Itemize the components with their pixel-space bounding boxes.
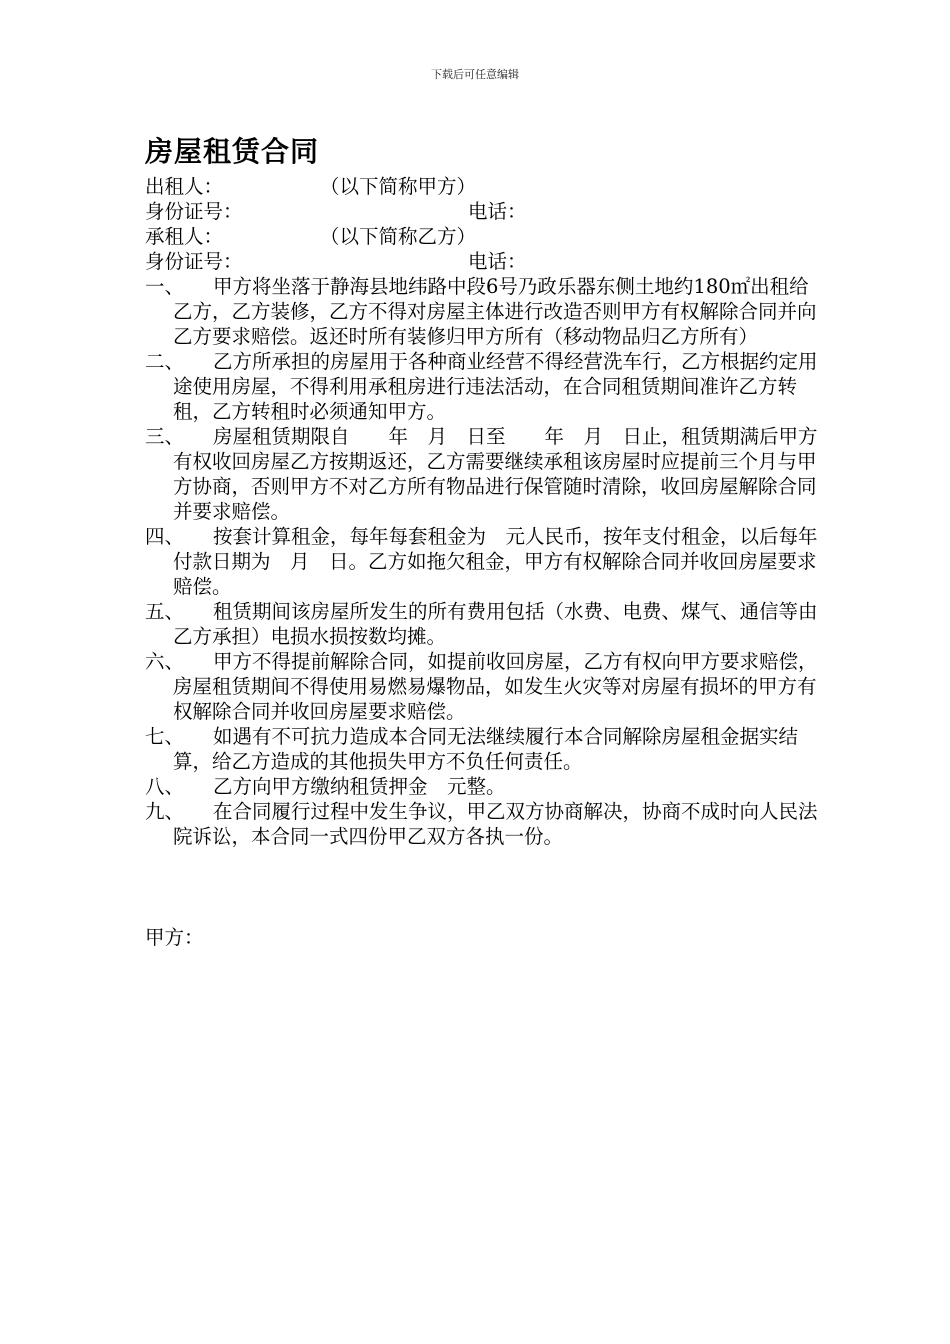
- lessor-alias: （以下简称甲方）: [320, 175, 477, 198]
- clauses-list: [145, 274, 825, 849]
- clause-number: 三、: [145, 425, 185, 448]
- lessee-alias: （以下简称乙方）: [320, 225, 477, 248]
- clause-7: [145, 724, 825, 774]
- clause-text: 乙方所承担的房屋用于各种商业经营不得经营洗车行，乙方根据约定用途使用房屋，不得利用承租房进行违法活动，在合同租赁期间准许乙方转租，乙方转租时必须通知甲方。: [173, 350, 818, 423]
- clause-text: 乙方向甲方缴纳租赁押金 元整。: [213, 775, 506, 798]
- clause-6: [145, 649, 825, 724]
- clause-number: 五、: [145, 600, 185, 623]
- clause-number: 九、: [145, 800, 185, 823]
- lessor-label: 出租人：: [145, 175, 224, 198]
- clause-text: 房屋租赁期限自 年 月 日至 年 月 日止，租赁期满后甲方有权收回房屋乙方按期返还，乙方需要继续承租该房屋时应提前三个月与甲方协商，否则甲方不对乙方所有物品进行保管随时清除，收回房屋解除合同并要求赔偿。: [173, 425, 818, 523]
- clause-2: [145, 349, 825, 424]
- clause-4: [145, 524, 825, 599]
- clause-text: 在合同履行过程中发生争议，甲乙双方协商解决，协商不成时向人民法院诉讼，本合同一式四份甲乙双方各执一份。: [173, 800, 818, 848]
- clause-number: 六、: [145, 650, 185, 673]
- clause-5: [145, 599, 825, 649]
- clause-text: 甲方不得提前解除合同，如提前收回房屋，乙方有权向甲方要求赔偿，房屋租赁期间不得使用易燃易爆物品，如发生火灾等对房屋有损坏的甲方有权解除合同并收回房屋要求赔偿。: [173, 650, 818, 723]
- page-header-note: 下载后可任意编辑: [431, 68, 519, 81]
- clause-number: 七、: [145, 725, 185, 748]
- document-title: 房屋租赁合同: [145, 135, 320, 168]
- clause-number: 八、: [145, 775, 185, 798]
- lessor-phone-label: 电话：: [468, 200, 527, 223]
- clause-number: 一、: [145, 275, 185, 298]
- lessee-id-label: 身份证号：: [145, 250, 243, 273]
- lessee-phone-label: 电话：: [468, 250, 527, 273]
- party-a-signature-label: 甲方：: [145, 926, 204, 949]
- clause-9: [145, 799, 825, 849]
- clause-text: 租赁期间该房屋所发生的所有费用包括（水费、电费、煤气、通信等由乙方承担）电损水损按数均摊。: [173, 600, 818, 648]
- clause-1: [145, 274, 825, 349]
- clause-3: [145, 424, 825, 524]
- clause-text: 甲方将坐落于静海县地纬路中段6号乃政乐器东侧土地约180㎡出租给乙方，乙方装修，乙方不得对房屋主体进行改造否则甲方有权解除合同并向乙方要求赔偿。返还时所有装修归甲方所有（移动物品归乙方所有）: [173, 275, 817, 348]
- clause-number: 四、: [145, 525, 185, 548]
- lessor-id-label: 身份证号：: [145, 200, 243, 223]
- lessee-label: 承租人：: [145, 225, 224, 248]
- clause-text: 按套计算租金，每年每套租金为 元人民币，按年支付租金，以后每年付款日期为 月 日。乙方如拖欠租金，甲方有权解除合同并收回房屋要求赔偿。: [173, 525, 818, 598]
- clause-text: 如遇有不可抗力造成本合同无法继续履行本合同解除房屋租金据实结算，给乙方造成的其他损失甲方不负任何责任。: [173, 725, 799, 773]
- clause-number: 二、: [145, 350, 185, 373]
- clause-8: [145, 774, 825, 799]
